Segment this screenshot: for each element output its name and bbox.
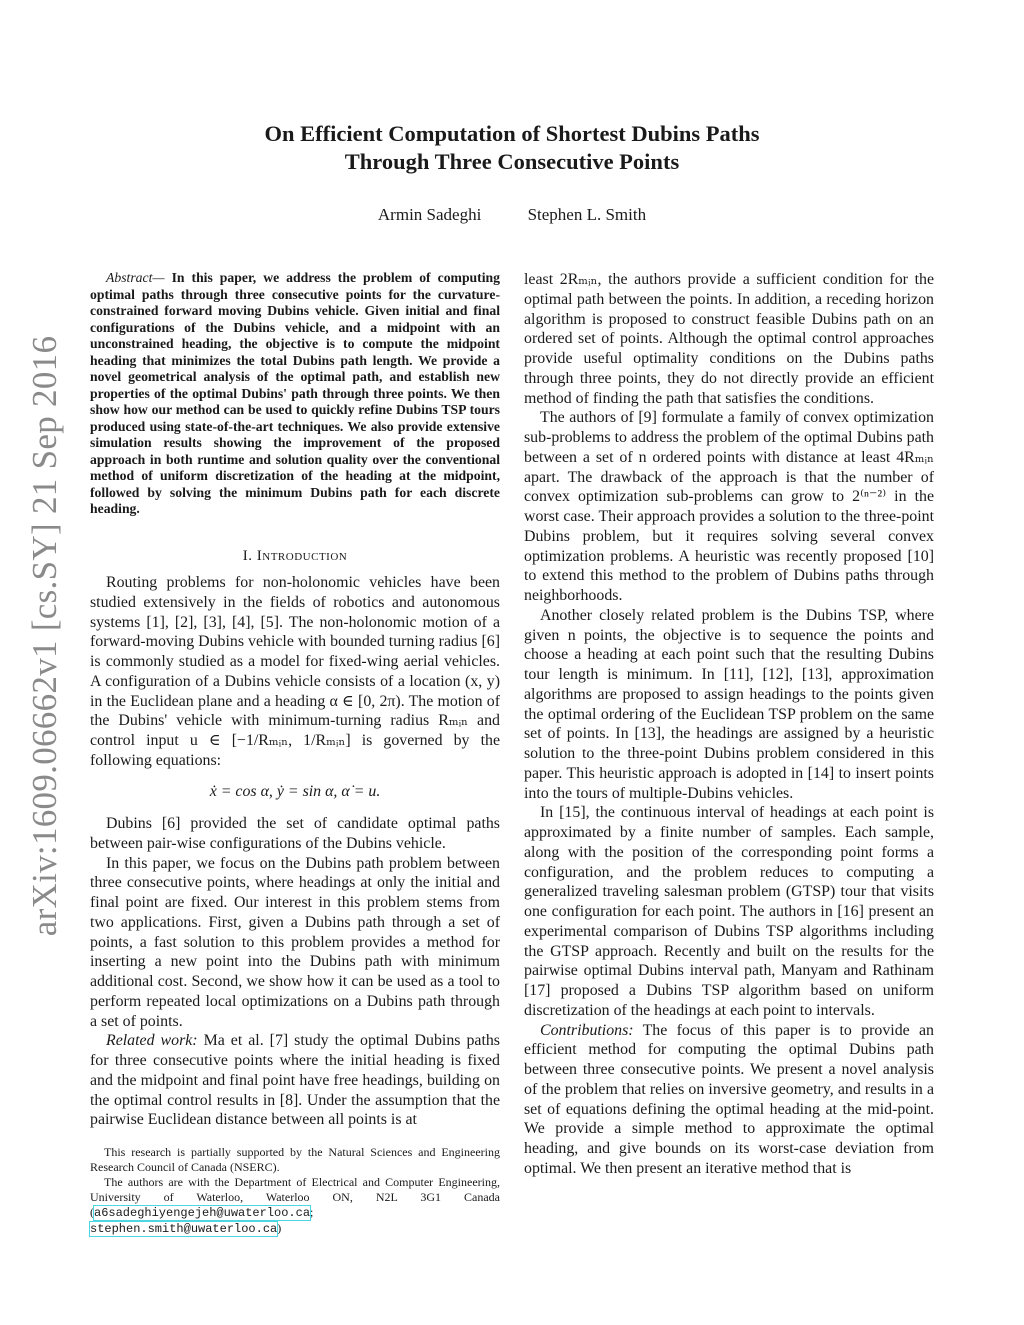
- abstract-label: Abstract—: [106, 270, 165, 285]
- abstract-text: In this paper, we address the problem of computing optimal paths through three consecutive points for the curvature-constrained forward moving Dubins vehicle. Given initial and final configurations of the Dubins vehicle, and a midpoint with an unconstrained heading, the objective is to compute the midpoint heading that minimizes the total Dubins path length. We provide a novel geometrical analysis of the optimal path, and establish new properties of the optimal Dubins' path through three points. We then show how our method can be used to quickly refine Dubins TSP tours produced using state-of-the-art techniques. We also provide extensive simulation results showing the improvement of the proposed approach in both runtime and solution quality over the conventional method of uniform discretization of the heading at the midpoint, followed by solving the minimum Dubins path for each discrete heading.: [90, 270, 500, 516]
- paragraph: The authors of [9] formulate a family of convex optimization sub-problems to address the problem of the optimal Dubins path between a set of n ordered points with distance at least 4Rₘᵢₙ apart. The drawback of the approach is that the number of convex optimization sub-problems can grow to 2⁽ⁿ⁻²⁾ in the worst case. Their approach provides a solution to the three-point Dubins problem, but it requires solving several convex optimization problems. A heuristic was recently proposed [10] to extend this method to the problem of Dubins paths through neighborhoods.: [524, 409, 934, 604]
- paragraph: Dubins [6] provided the set of candidate optimal paths between pair-wise configurations of the Dubins vehicle.: [90, 815, 500, 852]
- contributions-label: Contributions:: [540, 1021, 634, 1039]
- title-line-1: On Efficient Computation of Shortest Dubins Paths: [264, 121, 760, 146]
- related-work-label: Related work:: [106, 1032, 198, 1050]
- related-work-text: Ma et al. [7] study the optimal Dubins paths for three consecutive points where the initial heading is fixed and the midpoint and final point have free headings, building on the optimal control results in [8]. Under the assumption that the pairwise Euclidean distance between all points is at: [90, 1032, 500, 1129]
- arxiv-stamp: arXiv:1609.06662v1 [cs.SY] 21 Sep 2016: [25, 335, 64, 937]
- authors: [0, 205, 1024, 225]
- title-line-2: Through Three Consecutive Points: [344, 149, 680, 174]
- paragraph: In this paper, we focus on the Dubins path problem between three consecutive points, where headings at only the initial and final point are fixed. Our interest in this problem stems from two applications. First, given a Dubins path through a set of points, a fast solution to this problem provides a method for inserting a new point into the Dubins path with minimum additional cost. Second, we show how it can be used as a tool to perform repeated local optimizations on a Dubins path through a set of points.: [90, 854, 500, 1030]
- abstract: [90, 270, 500, 518]
- intro-paragraphs: [90, 814, 500, 1130]
- intro-paragraph-1: [90, 573, 500, 771]
- right-column: [524, 270, 934, 1179]
- contributions-text: The focus of this paper is to provide an efficient method for computing the optimal Dubins path between three consecutive points. We present a novel analysis of the problem that relies on inversive geometry, and results in a set of equations defining the optimal heading at the mid-point. We provide a simple method to approximate the optimal heading, and give bounds on its worst-case deviation from optimal. We then present an iterative method that is: [524, 1021, 934, 1177]
- affiliation-text: The authors are with the Department of Electrical and Computer Engineering, University of Waterloo, Waterloo ON, N2L 3G1 Canada (: [90, 1175, 500, 1219]
- separator: ;: [310, 1205, 314, 1219]
- paragraph: Routing problems for non-holonomic vehicles have been studied extensively in the fields of robotics and autonomous systems [1], [2], [3], [4], [5]. The non-holonomic motion of a forward-moving Dubins vehicle with bounded turning radius [6] is commonly studied as a model for fixed-wing aerial vehicles. A configuration of a Dubins vehicle consists of a location (x, y) in the Euclidean plane and a heading α ∈ [0, 2π). The motion of the Dubins' vehicle with minimum-turning radius Rₘᵢₙ and control input u ∈ [−1/Rₘᵢₙ, 1/Rₘᵢₙ] is governed by the following equations:: [90, 574, 500, 769]
- affiliation-footnote: [90, 1175, 500, 1237]
- equation: ẋ = cos α, ẏ = sin α, α̇ = u.: [209, 783, 381, 800]
- email-link-1[interactable]: a6sadeghiyengejeh@uwaterloo.ca: [94, 1206, 311, 1220]
- author: Armin Sadeghi: [377, 205, 482, 224]
- paragraph: In [15], the continuous interval of headings at each point is approximated by a finite number of samples. Each sample, along with the position of the corresponding point forms a configuration, and the problem reduces to computing a generalized traveling salesman problem (GTSP) tour that visits one configuration for each point. The authors in [16] present an experimental comparison of Dubins TSP algorithms including the GTSP approach. Recently and built on the results for the pairwise optimal Dubins interval path, Manyam and Rathinam [17] proposed a Dubins TSP algorithm based on uniform discretization of the headings at each point to intervals.: [524, 804, 934, 1019]
- paper-title: [0, 120, 1024, 176]
- paren: ): [277, 1221, 282, 1235]
- paragraph: [90, 1031, 500, 1130]
- email-link-2[interactable]: stephen.smith@uwaterloo.ca: [90, 1222, 278, 1236]
- section-heading: I. Introduction: [242, 548, 348, 564]
- paragraph: least 2Rₘᵢₙ, the authors provide a sufficient condition for the optimal path between the points. In addition, a receding horizon algorithm is proposed to construct feasible Dubins path on an ordered set of points. Although the optimal control approaches provide useful optimality conditions on the Dubins paths through three points, they do not directly provide an efficient method of finding the path that satisfies the conditions.: [524, 271, 934, 407]
- funding-footnote: This research is partially supported by the Natural Sciences and Engineering Research Council of Canada (NSERC).: [90, 1145, 500, 1174]
- paragraph: Another closely related problem is the Dubins TSP, where given n points, the objective is to sequence the points and choose a heading at each point such that the resulting Dubins tour length is minimum. In [11], [12], [13], approximation algorithms are proposed to assign headings to the points given the optimal ordering of the Euclidean TSP problem on the same set of points. In [13], the headings are assigned by a heuristic solution to the three-point Dubins problem considered in this paper. This heuristic approach is adopted in [14] to insert points into the tours of multiple-Dubins vehicles.: [524, 606, 934, 802]
- footnotes: [90, 1145, 500, 1237]
- paragraph: [524, 1021, 934, 1179]
- author: Stephen L. Smith: [527, 205, 647, 224]
